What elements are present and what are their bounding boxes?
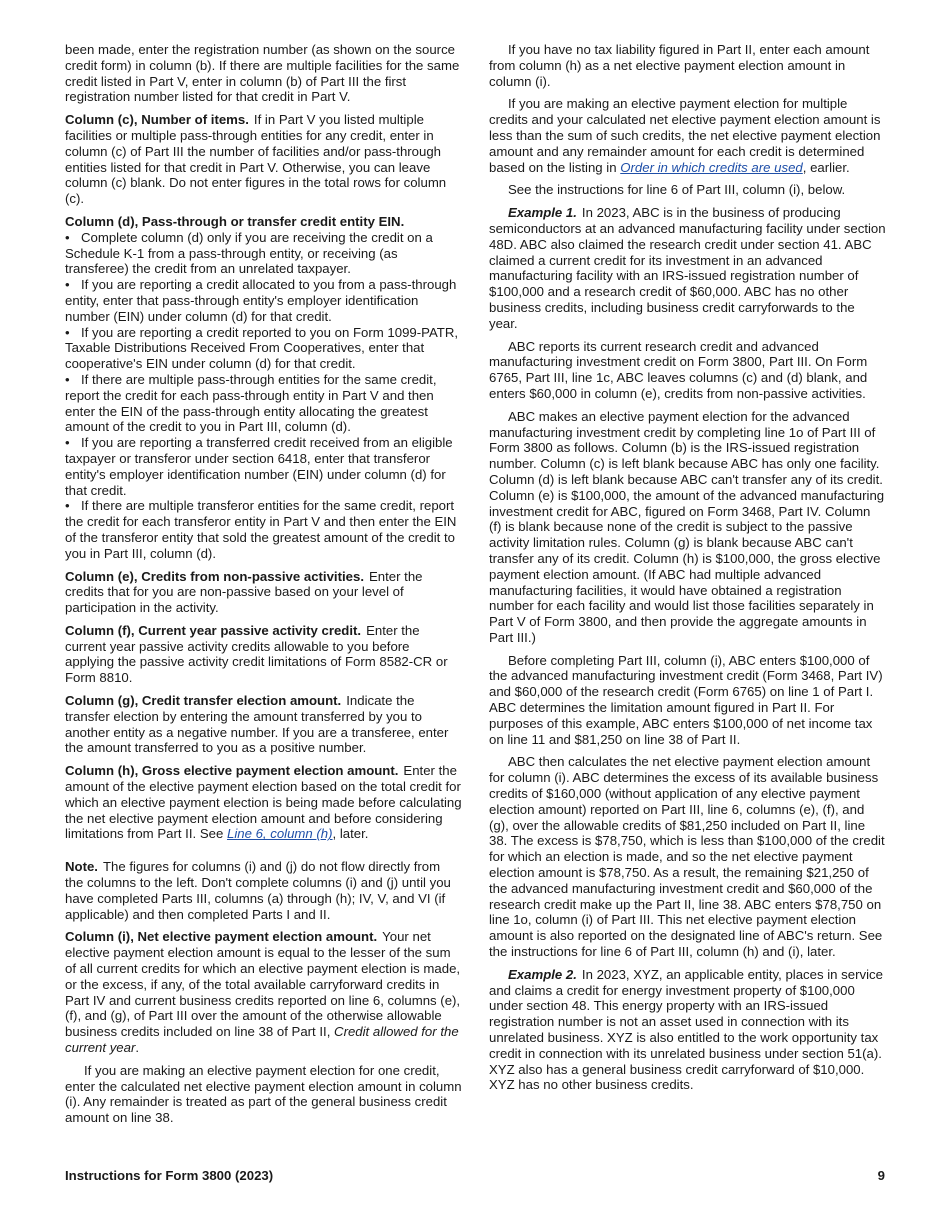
example-2 [489,967,886,1093]
paragraph-registration-number: been made, enter the registration number (as shown on the source credit form) in column (b). If there are multiple facilities for the same credit listed in Part V, enter in column (b) of Part III the first registration number listed for that credit in Part V. [65,42,460,105]
heading-column-g: Column (g), Credit transfer election amount. [65,693,342,709]
section-column-i: Column (i), Net elective payment election amount. Your net elective payment election amount is equal to the lesser of the sum of all current credits for which an elective payment election is made, or the excess, if any, of the total available carryforward credits in Part IV and current business credits reported on line 6, columns (e), (f), and (g), of Part III over the amount of the otherwise allowable business credits included on line 38 of Part II, Credit allowed for the current year. [65,929,461,1056]
heading-column-h: Column (h), Gross elective payment election amount. [65,763,399,779]
heading-example-2: Example 2. [508,966,577,982]
bullet-item: • If there are multiple pass-through entities for the same credit, report the credit for each pass-through entity in Part V and then enter the EIN of the pass-through entity allocating the greatest amount of the credit to you in Part III, column (d). [65,372,462,435]
heading-column-e: Column (e), Credits from non-passive activities. [65,568,364,584]
text-column-h-after: , later. [332,826,369,842]
section-column-f [65,623,462,686]
text-column-h: Enter the amount of the elective payment election based on the total credit for which an elective payment election is being made before calculating the net elective payment election amount and before considering limitations from Part II. See [65,763,462,842]
page-number: 9 [877,1168,885,1183]
link-order-credits-used[interactable]: Order in which credits are used [620,159,803,175]
section-column-h [65,763,462,842]
text-column-c: If in Part V you listed multiple facilities or multiple pass-through entities for any credit, enter in column (c) of Part III the number of facilities and/or pass-through entities listed for that credit in Part V. Otherwise, you can leave column (c) blank. Do not enter figures in the total rows for column (c). [65,112,447,207]
heading-column-i: Column (i), Net elective payment election amount. [65,929,378,945]
example-1 [489,205,886,331]
spacer [65,849,462,859]
right-column [489,42,886,1100]
link-line-6-column-h[interactable]: Line 6, column (h) [226,826,333,842]
heading-column-c: Column (c), Number of items. [65,112,249,128]
paragraph-no-tax-liability: If you have no tax liability figured in Part II, enter each amount from column (h) as a net elective payment election amount in column (i). [489,42,870,89]
italic-credit-allowed: Credit allowed for the current year [65,1024,459,1056]
section-note [65,859,462,922]
bullet-item: • If you are reporting a credit allocated to you from a pass-through entity, enter that pass-through entity's employer identification number (EIN) under column (d) for that credit. [65,277,462,324]
bullet-item: • If you are reporting a transferred credit received from an eligible taxpayer or transferor under section 6418, enter that transferor entity's employer identification number (EIN) under column (d) for that credit. [65,435,462,498]
paragraph-one-credit: If you are making an elective payment election for one credit, enter the calculated net elective payment election amount in column (i). Any remainder is treated as part of the general business credit amount on line 38. [65,1062,462,1126]
left-column [65,42,462,1133]
heading-example-1: Example 1. [508,205,577,221]
text-column-g: Indicate the transfer election by entering the amount transferred by you to another entity as a negative number. If you are a transferee, enter the amount transferred to you as a positive number. [65,693,449,756]
bullet-item: • If you are reporting a credit reported to you on Form 1099-PATR, Taxable Distributions Received From Cooperatives, enter that cooperative's EIN under column (d) for that credit. [65,325,462,372]
text-note: The figures for columns (i) and (j) do not flow directly from the columns to the left. Don't complete columns (i) and (j) until you have completed Parts III, columns (a) through (h); IV, V, and VI (if applicable) and then completed Parts I and II. [65,859,451,922]
heading-note: Note. [65,859,98,875]
bullet-item: • If there are multiple transferor entities for the same credit, report the credit for each transferor entity in Part V and then enter the EIN of the transferor entity that sold the greatest amount of the credit to you in Part III, column (d). [65,498,462,561]
text-example-2: In 2023, XYZ, an applicable entity, places in service and claims a credit for energy investment property of $100,000 under section 48. This energy property with an IRS-issued registration number is not an asset used in connection with its unrelated business. XYZ is also entitled to the work opportunity tax credit in connection with its unrelated business under section 51(a). XYZ also has a general business credit carryforward of $10,000. XYZ has no other business credits. [489,966,883,1093]
paragraph-multiple-credits: If you are making an elective payment election for multiple credits and your calculated net elective payment election amount is less than the sum of such credits, the net elective payment election amount and any remainder amount for each credit is determined based on the listing in Order in which credits are used, earlier. [489,96,881,175]
text-column-i: Your net elective payment election amount is equal to the lesser of the sum of all current credits for which an elective payment election is made, or the excess, if any, of the total available carryforward credits in Part IV and current business credits reported on line 6, columns (e), (f), and (g), of Part III over the amount of the otherwise allowable business credits included on line 38 of Part II, [65,929,461,1040]
text-column-f: Enter the current year passive activity credits allowable to you before applying the passive activity credit limitations of Form 8582-CR or Form 8810. [65,622,448,686]
paragraph-abc-makes: ABC makes an elective payment election for the advanced manufacturing investment credit by completing line 1o of Part III of Form 3800 as follows. Column (b) is the IRS-issued registration number. Column (c) is left blank because ABC has only one facility. Column (d) is left blank because ABC can't transfer any of its credit. Column (e) is $100,000, the amount of the advanced manufacturing investment credit for ABC, figured on Form 3468, Part IV. Column (f) is blank because none of the credit is subject to the passive activity limitation rules. Column (g) is blank because ABC can't transfer any of its credit. Column (h) is $100,000, the gross elective payment election amount. (If ABC had multiple advanced manufacturing facilities, it would have obtained a registration number for each facility and would list those facilities separately in Part V of Form 3800, and then provide the aggregate amounts in Part III.) [489,408,885,645]
text-example-1: In 2023, ABC is in the business of producing semiconductors at an advanced manufacturing facility under section 48D. ABC also claimed the research credit under section 41. ABC claimed a current credit for its investment in an advanced manufacturing facility with an IRS-issued registration number of $100,000 and a research credit of $60,000. ABC has no other business credits, including business credit carryforwards to the year. [489,205,886,331]
bullet-item: • Complete column (d) only if you are receiving the credit on a Schedule K-1 from a pass-through entity, or receiving (as transferee) the credit from an unrelated taxpayer. [65,230,462,277]
section-column-c [65,112,462,207]
text-column-e: Enter the credits that for you are non-passive based on your level of participation in the activity. [65,568,423,616]
paragraph-see-instructions: See the instructions for line 6 of Part III, column (i), below. [508,182,846,198]
heading-column-d: Column (d), Pass-through or transfer credit entity EIN. [65,213,405,229]
paragraph-abc-calculates: ABC then calculates the net elective payment election amount for column (i). ABC determines the excess of its available business credits of $160,000 (without application of any elective payment election amount) reported on Part III, line 6, columns (e), (f), and (g), over the allowable credits of $81,250 included on Part II, line 38. The excess is $78,750, which is less than $100,000 of the credit for which an election is made, and so the net elective payment election amount is $78,750. As a result, the remaining $21,250 of the advanced manufacturing investment credit and $60,000 of the research credit make up the Part II, line 38. ABC enters $78,750 on line 1o, column (i) of Part III. This net elective payment election amount is also reported on the designated line of ABC's return. See the instructions for line 6 of Part III, column (h) and (i), later. [489,754,885,960]
section-column-g [65,693,462,756]
paragraph-before-completing: Before completing Part III, column (i), ABC enters $100,000 of the advanced manufacturing investment credit (Form 3468, Part IV) and $60,000 of the research credit (Form 6765) on line 1 of Part I. ABC determines the limitation amount figured in Part II. For purposes of this example, ABC enters $100,000 of net income tax on line 11 and $81,250 on line 38 of Part II. [489,652,883,747]
heading-column-f: Column (f), Current year passive activity credit. [65,622,362,638]
paragraph-abc-reports: ABC reports its current research credit and advanced manufacturing investment credit on Form 3800, Part III. On Form 6765, Part III, line 1c, ABC leaves columns (c) and (d) blank, and enters $60,000 in column (e), credits from non-passive activities. [489,338,868,401]
section-column-e [65,569,462,616]
footer-title: Instructions for Form 3800 (2023) [65,1168,274,1183]
